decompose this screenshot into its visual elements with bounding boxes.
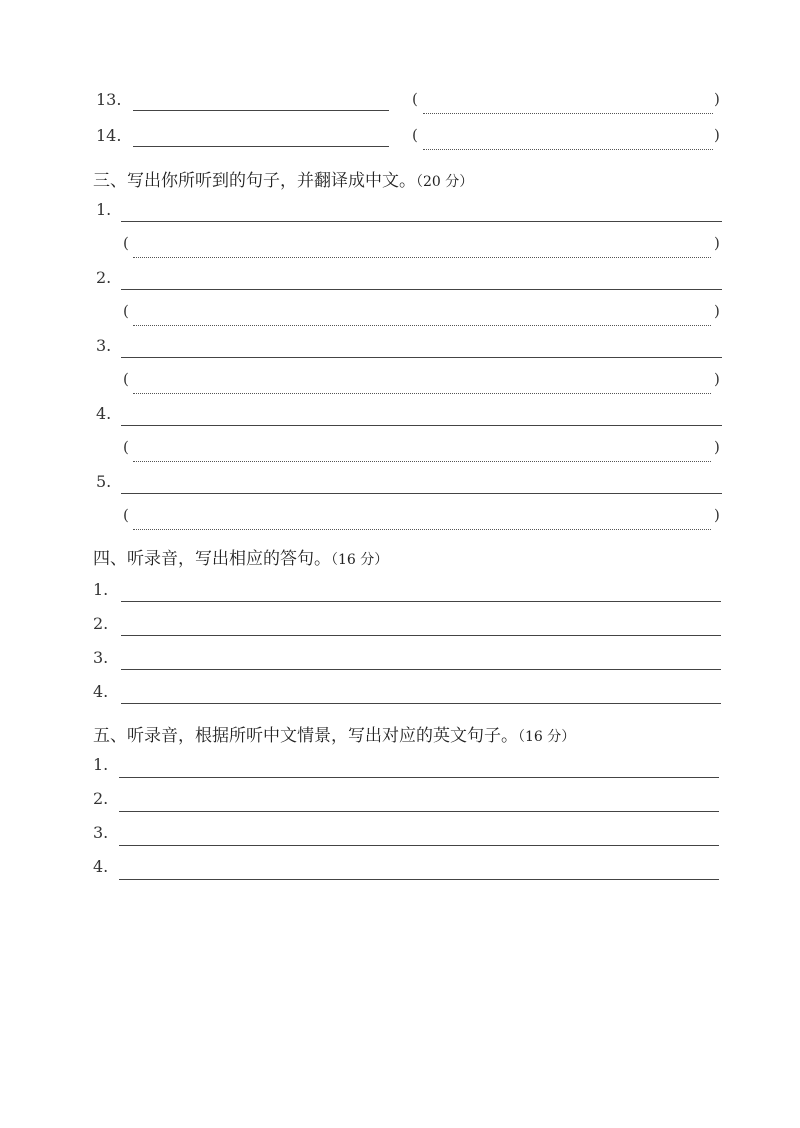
section-points: （16 分） [518, 729, 576, 745]
item-number: 4. [96, 404, 112, 423]
answer-line[interactable] [121, 493, 722, 494]
item-number: 4. [93, 682, 109, 701]
item-number: 3. [93, 823, 109, 842]
answer-line[interactable] [119, 879, 719, 880]
section-4-heading [93, 544, 388, 569]
answer-line[interactable] [119, 845, 719, 846]
open-paren: ( [123, 234, 129, 252]
translation-line[interactable] [423, 113, 713, 114]
answer-line[interactable] [121, 635, 721, 636]
item-number: 5. [96, 472, 112, 491]
translation-line[interactable] [133, 393, 711, 394]
open-paren: ( [123, 302, 129, 320]
answer-line[interactable] [121, 221, 722, 222]
translation-line[interactable] [133, 461, 711, 462]
answer-line[interactable] [121, 425, 722, 426]
answer-line[interactable] [121, 357, 722, 358]
close-paren: ) [714, 370, 720, 388]
translation-line[interactable] [133, 325, 711, 326]
item-number: 2. [93, 789, 109, 808]
translation-line[interactable] [133, 257, 711, 258]
item-number: 3. [96, 336, 112, 355]
section-points: （16 分） [331, 552, 389, 568]
section-title: 四、听录音，写出相应的答句。 [93, 549, 331, 569]
answer-line[interactable] [121, 601, 721, 602]
open-paren: ( [412, 90, 418, 108]
answer-line[interactable] [119, 777, 719, 778]
item-number: 1. [93, 755, 109, 774]
item-number: 14. [96, 126, 122, 145]
item-number: 1. [93, 580, 109, 599]
translation-line[interactable] [133, 529, 711, 530]
section-title: 五、听录音，根据所听中文情景，写出对应的英文句子。 [93, 726, 518, 746]
item-number: 2. [96, 268, 112, 287]
close-paren: ) [714, 506, 720, 524]
item-number: 4. [93, 857, 109, 876]
section-3-heading [93, 166, 473, 191]
close-paren: ) [714, 234, 720, 252]
answer-line[interactable] [133, 146, 389, 147]
section-title: 三、写出你所听到的句子，并翻译成中文。 [93, 171, 416, 191]
close-paren: ) [714, 90, 720, 108]
section-5-heading [93, 721, 575, 746]
item-number: 1. [96, 200, 112, 219]
item-number: 3. [93, 648, 109, 667]
close-paren: ) [714, 126, 720, 144]
open-paren: ( [123, 370, 129, 388]
answer-line[interactable] [121, 289, 722, 290]
item-number: 13. [96, 90, 122, 109]
answer-line[interactable] [119, 811, 719, 812]
answer-line[interactable] [133, 110, 389, 111]
answer-line[interactable] [121, 669, 721, 670]
open-paren: ( [123, 506, 129, 524]
close-paren: ) [714, 302, 720, 320]
open-paren: ( [412, 126, 418, 144]
open-paren: ( [123, 438, 129, 456]
item-number: 2. [93, 614, 109, 633]
section-points: （20 分） [416, 174, 474, 190]
close-paren: ) [714, 438, 720, 456]
answer-line[interactable] [121, 703, 721, 704]
translation-line[interactable] [423, 149, 713, 150]
